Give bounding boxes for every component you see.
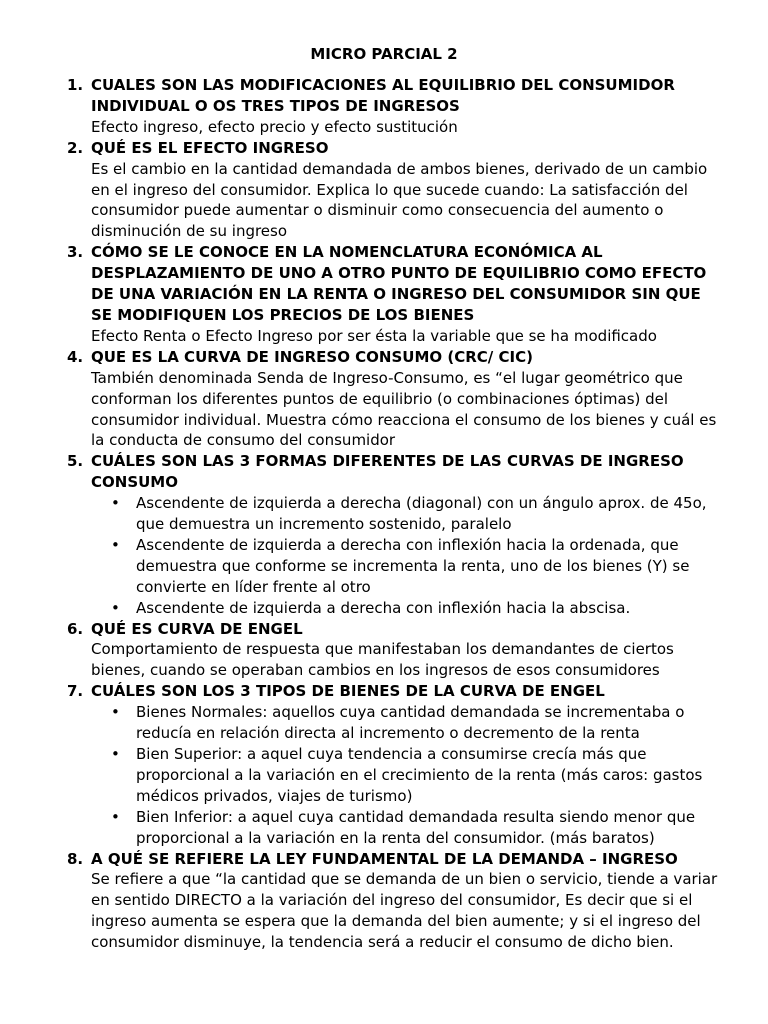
bullet-list <box>91 493 724 618</box>
question-item-1 <box>0 75 768 138</box>
list-item <box>91 493 724 535</box>
question-number: 4. <box>67 347 84 366</box>
bullet-icon: • <box>111 494 120 513</box>
question-item-5 <box>0 451 768 618</box>
bullet-icon: • <box>111 745 120 763</box>
bullet-icon: • <box>111 598 120 617</box>
question-number: 6. <box>67 619 84 638</box>
list-item <box>91 598 724 619</box>
question-item-4 <box>0 347 768 452</box>
bullet-text: Ascendente de izquierda a derecha con inflexión hacia la ordenada, que demuestra que conforme se incrementa la renta, uno de los bienes (Y) se convierte en líder frente al otro <box>136 535 690 596</box>
question-title: QUE ES LA CURVA DE INGRESO CONSUMO (CRC/ CIC) <box>91 347 533 366</box>
bullet-icon: • <box>111 535 120 554</box>
question-answer: Efecto Renta o Efecto Ingreso por ser ésta la variable que se ha modificado <box>91 326 657 345</box>
question-answer: Efecto ingreso, efecto precio y efecto sustitución <box>91 117 458 136</box>
question-list <box>0 75 768 953</box>
bullet-icon: • <box>111 703 120 722</box>
question-number: 3. <box>67 243 84 262</box>
question-number: 2. <box>67 138 84 157</box>
list-item <box>91 744 724 807</box>
bullet-icon: • <box>111 807 120 826</box>
question-number: 5. <box>67 452 84 471</box>
question-item-8 <box>0 849 768 954</box>
list-item <box>91 807 724 849</box>
bullet-text: Bienes Normales: aquellos cuya cantidad demandada se incrementaba o reducía en relación directa al incremento o decremento de la renta <box>136 703 685 743</box>
bullet-text: Bien Superior: a aquel cuya tendencia a consumirse crecía más que proporcional a la variación en el crecimiento de la renta (más caros: gastos médicos privados, viajes de turismo) <box>136 745 703 805</box>
question-title: A QUÉ SE REFIERE LA LEY FUNDAMENTAL DE LA DEMANDA – INGRESO <box>91 849 678 868</box>
list-item <box>91 535 724 598</box>
bullet-text: Ascendente de izquierda a derecha (diagonal) con un ángulo aprox. de 45o, que demuestra un incremento sostenido, paralelo <box>136 494 707 534</box>
bullet-list <box>91 702 724 848</box>
question-title: QUÉ ES CURVA DE ENGEL <box>91 619 303 638</box>
question-number: 1. <box>67 76 84 94</box>
page-title: MICRO PARCIAL 2 <box>310 45 458 63</box>
question-title: CÓMO SE LE CONOCE EN LA NOMENCLATURA ECONÓMICA AL DESPLAZAMIENTO DE UNO A OTRO PUNTO DE EQUILIBRIO COMO EFECTO DE UNA VARIACIÓN EN LA RENTA O INGRESO DEL CONSUMIDOR SIN QUE SE MODIFIQUEN LOS PRECIOS DE LOS BIENES <box>91 243 707 324</box>
question-title: QUÉ ES EL EFECTO INGRESO <box>91 138 329 157</box>
question-answer: Es el cambio en la cantidad demandada de ambos bienes, derivado de un cambio en el ingreso del consumidor. Explica lo que sucede cuando: La satisfacción del consumidor puede aumentar o disminuir como consecuencia del aumento o disminución de su ingreso <box>91 159 708 241</box>
question-title: CUÁLES SON LOS 3 TIPOS DE BIENES DE LA CURVA DE ENGEL <box>91 682 605 701</box>
question-item-3 <box>0 242 768 347</box>
question-item-6 <box>0 619 768 682</box>
question-title: CUALES SON LAS MODIFICACIONES AL EQUILIBRIO DEL CONSUMIDOR INDIVIDUAL O OS TRES TIPOS DE INGRESOS <box>91 76 675 115</box>
question-answer: Se refiere a que “la cantidad que se demanda de un bien o servicio, tiende a variar en sentido DIRECTO a la variación del ingreso del consumidor, Es decir que si el ingreso aumenta se espera que la demanda del bien aumente; y si el ingreso del consumidor disminuye, la tendencia será a reducir el consumo de dicho bien. <box>91 870 718 952</box>
question-title: CUÁLES SON LAS 3 FORMAS DIFERENTES DE LAS CURVAS DE INGRESO CONSUMO <box>91 452 684 492</box>
question-number: 8. <box>67 849 84 868</box>
question-number: 7. <box>67 682 84 701</box>
bullet-text: Ascendente de izquierda a derecha con inflexión hacia la abscisa. <box>136 598 631 617</box>
bullet-text: Bien Inferior: a aquel cuya cantidad demandada resulta siendo menor que proporcional a la variación en la renta del consumidor. (más baratos) <box>136 807 696 847</box>
question-item-7 <box>0 681 768 848</box>
question-item-2 <box>0 138 768 243</box>
question-answer: También denominada Senda de Ingreso-Consumo, es “el lugar geométrico que conforman los diferentes puntos de equilibrio (o combinaciones óptimas) del consumidor individual. Muestra cómo reacciona el consumo de los bienes y cuál es la conducta de consumo del consumidor <box>91 368 717 450</box>
question-answer: Comportamiento de respuesta que manifestaban los demandantes de ciertos bienes, cuando se operaban cambios en los ingresos de esos consumidores <box>91 640 674 680</box>
list-item <box>91 702 724 744</box>
